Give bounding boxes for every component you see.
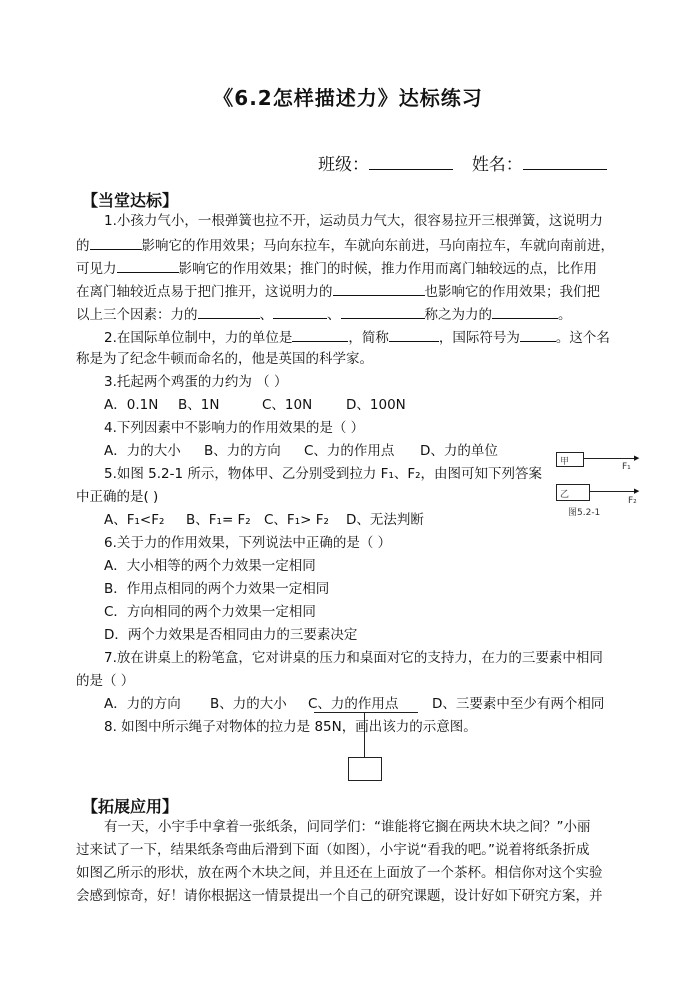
ext-line3: 如图乙所示的形状，放在两个木块之间，并且还在上面放了一个茶杯。相信你对这个实验 xyxy=(76,865,603,881)
ext-line2: 过来试了一下，结果纸条弯曲后滑到下面（如图），小宇说“看我的吧。”说着将纸条折成 xyxy=(76,842,590,858)
q6-option-c[interactable]: C．方向相同的两个力效果一定相同 xyxy=(104,604,316,620)
q3-option-d[interactable]: D、100N xyxy=(346,397,406,413)
q2-blank-3[interactable] xyxy=(520,327,556,342)
q6-option-b[interactable]: B．作用点相同的两个力效果一定相同 xyxy=(104,581,330,597)
q4-option-b[interactable]: B、力的方向 xyxy=(204,443,281,459)
q1-blank-2[interactable] xyxy=(117,258,179,273)
arrowhead-f1-icon: ▶ xyxy=(634,454,640,462)
class-label: 班级： xyxy=(318,155,369,175)
q5-option-a[interactable]: A、F₁<F₂ xyxy=(104,512,165,528)
q3-option-c[interactable]: C、10N xyxy=(262,397,313,413)
section-heading-practice: 【当堂达标】 xyxy=(82,191,179,210)
q4-option-d[interactable]: D、力的单位 xyxy=(420,443,498,459)
arrow-f1 xyxy=(583,458,637,459)
q4-stem: 4.下列因素中不影响力的作用效果的是（ ） xyxy=(104,420,365,436)
q1-line4: 在离门轴较近点易于把门推开，这说明力的 也影响它的作用效果；我们把 xyxy=(76,281,600,302)
q7-option-b[interactable]: B、力的大小 xyxy=(210,696,287,712)
q1-line3: 可见力 影响它的作用效果；推门的时候，推力作用而离门轴较远的点，比作用 xyxy=(76,258,597,279)
q7-option-a[interactable]: A．力的方向 xyxy=(104,696,181,712)
ext-line1: 有一天，小宇手中拿着一张纸条，问同学们：“谁能将它搁在两块木块之间？”小丽 xyxy=(104,819,591,835)
ceiling-line xyxy=(314,712,418,713)
box-yi: 乙 xyxy=(556,484,590,501)
q4-option-c[interactable]: C、力的作用点 xyxy=(304,443,395,459)
arrowhead-f2-icon: ▶ xyxy=(634,487,640,495)
arrow-f2 xyxy=(589,491,637,492)
q5-option-c[interactable]: C、F₁> F₂ xyxy=(264,512,329,528)
q1-line2: 的 影响它的作用效果；马向东拉车，车就向东前进，马向南拉车，车就向南前进， xyxy=(76,235,614,256)
class-name-line xyxy=(318,150,607,175)
q5-option-d[interactable]: D、无法判断 xyxy=(346,512,424,528)
q4-option-a[interactable]: A．力的大小 xyxy=(104,443,181,459)
q2-blank-2[interactable] xyxy=(389,327,439,342)
q6-option-d[interactable]: D．两个力效果是否相同由力的三要素决定 xyxy=(104,627,358,643)
q1-line1: 1.小孩力气小，一根弹簧也拉不开，运动员力气大，很容易拉开三根弹簧，这说明力 xyxy=(104,213,603,229)
q6-option-a[interactable]: A．大小相等的两个力效果一定相同 xyxy=(104,558,316,574)
name-blank[interactable] xyxy=(523,155,607,170)
q3-option-b[interactable]: B、1N xyxy=(178,397,220,413)
q8-stem: 8. 如图中所示绳子对物体的拉力是 85N，画出该力的示意图。 xyxy=(104,719,477,735)
q1-blank-4[interactable] xyxy=(198,304,260,319)
label-f2: F₂ xyxy=(628,496,637,506)
q1-line5: 以上三个因素：力的 、 、 称之为力的 。 xyxy=(76,304,572,325)
rope-line xyxy=(364,712,365,757)
class-blank[interactable] xyxy=(369,155,453,170)
q7-option-d[interactable]: D、三要素中至少有两个相同 xyxy=(432,696,605,712)
q2-line1: 2.在国际单位制中，力的单位是 ，简称 ，国际符号为 。这个名 xyxy=(104,327,610,348)
page-title: 《6.2怎样描述力》达标练习 xyxy=(213,86,483,110)
q3-option-a[interactable]: A．0.1N xyxy=(104,397,159,413)
q1-blank-5[interactable] xyxy=(273,304,327,319)
name-label: 姓名： xyxy=(471,155,523,175)
q7-option-c[interactable]: C、力的作用点 xyxy=(308,696,399,712)
q7-line2: 的是（ ） xyxy=(76,673,135,689)
label-f1: F₁ xyxy=(622,462,631,472)
q5-line1: 5.如图 5.2-1 所示，物体甲、乙分别受到拉力 F₁、F₂，由图可知下列答案 xyxy=(104,466,543,482)
q3-stem: 3.托起两个鸡蛋的力约为 （ ） xyxy=(104,374,288,390)
q1-blank-6[interactable] xyxy=(341,304,425,319)
q5-option-b[interactable]: B、F₁= F₂ xyxy=(186,512,251,528)
figure-caption: 图5.2-1 xyxy=(568,508,601,518)
q5-line2: 中正确的是( ) xyxy=(76,489,159,505)
ext-line4: 会感到惊奇，好！请你根据这一情景提出一个自己的研究课题，设计好如下研究方案，并 xyxy=(76,888,603,904)
q7-line1: 7.放在讲桌上的粉笔盒，它对讲桌的压力和桌面对它的支持力，在力的三要素中相同 xyxy=(104,650,603,666)
q6-stem: 6.关于力的作用效果，下列说法中正确的是（ ） xyxy=(104,535,392,551)
q1-blank-7[interactable] xyxy=(492,304,558,319)
q2-line2: 称是为了纪念牛顿而命名的，他是英国的科学家。 xyxy=(76,351,373,367)
hanging-block xyxy=(348,757,382,781)
q2-blank-1[interactable] xyxy=(292,327,348,342)
section-heading-extension: 【拓展应用】 xyxy=(82,797,179,816)
q1-blank-3[interactable] xyxy=(333,281,425,296)
box-jia: 甲 xyxy=(556,452,584,467)
q1-blank-1[interactable] xyxy=(90,235,142,250)
